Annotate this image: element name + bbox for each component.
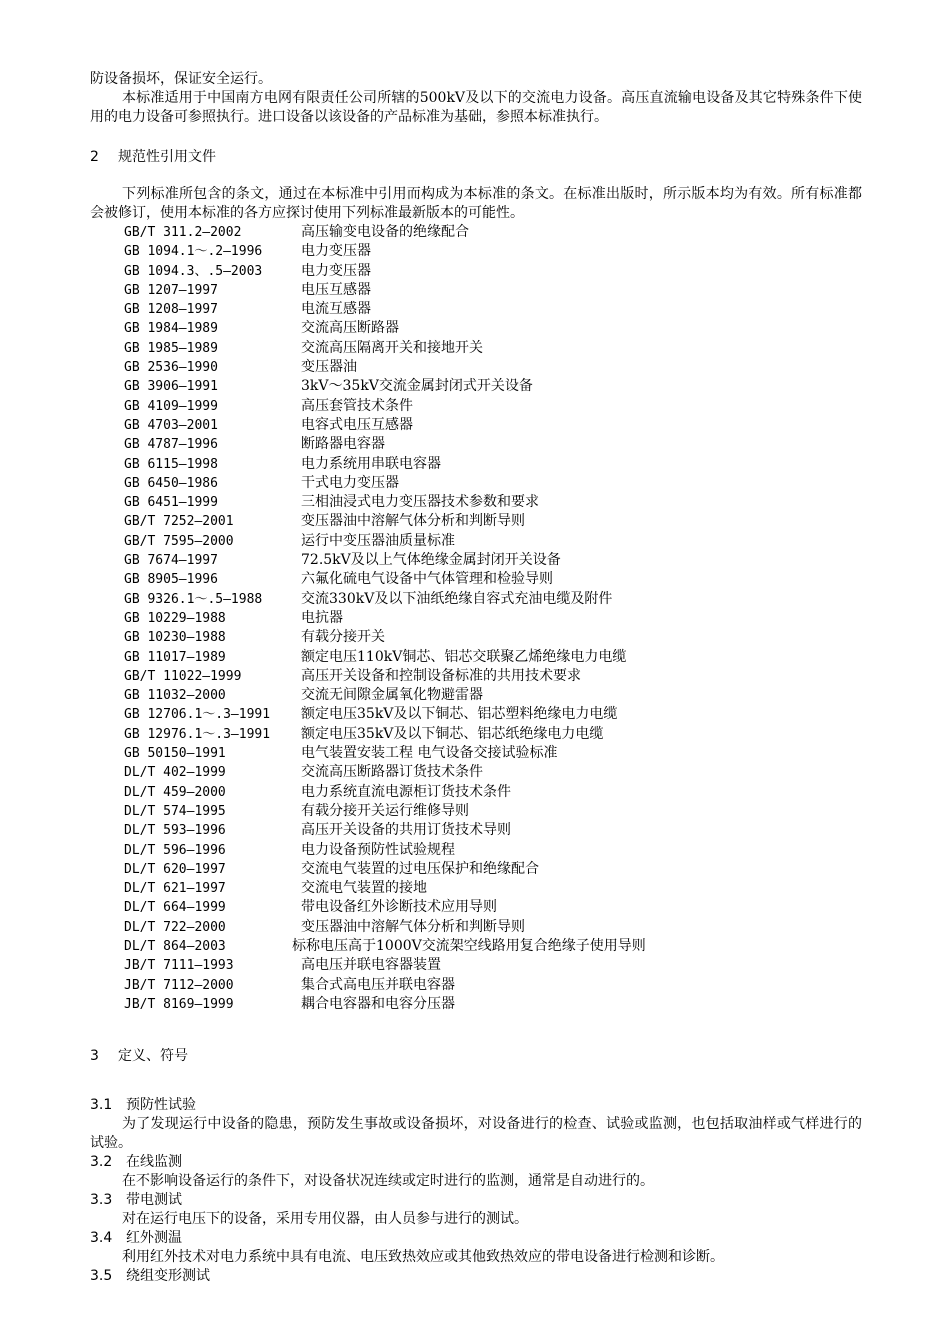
reference-title: 断路器电容器 (301, 436, 385, 453)
reference-title: 电容式电压互感器 (301, 416, 413, 433)
reference-code: GB 1094.3、.5—2003 (124, 263, 263, 279)
reference-code: GB 4787—1996 (124, 437, 218, 453)
reference-title: 额定电压35kV及以下铜芯、铝芯纸绝缘电力电缆 (301, 725, 604, 742)
reference-row (124, 648, 864, 667)
reference-title: 交流无间隙金属氧化物避雷器 (301, 687, 483, 704)
reference-code: DL/T 402—1999 (124, 765, 226, 781)
reference-row (124, 281, 864, 300)
reference-row (124, 763, 864, 782)
definition-term: 在线监测 (126, 1154, 182, 1170)
reference-title: 集合式高电压并联电容器 (301, 976, 455, 993)
definition-3-2-heading (90, 1153, 182, 1172)
reference-title: 六氟化硫电气设备中气体管理和检验导则 (301, 571, 553, 588)
reference-row (124, 223, 864, 242)
section-3-title: 定义、符号 (118, 1048, 188, 1064)
reference-code: DL/T 574—1995 (124, 803, 226, 819)
section-2-heading (90, 148, 216, 167)
reference-row (124, 995, 864, 1014)
definition-3-5-heading (90, 1267, 210, 1286)
reference-code: DL/T 664—1999 (124, 900, 226, 916)
reference-row (124, 455, 864, 474)
reference-row (124, 339, 864, 358)
reference-code: GB/T 7595—2000 (124, 533, 234, 549)
reference-row (124, 879, 864, 898)
reference-code: GB 1207—1997 (124, 282, 218, 298)
reference-row (124, 937, 864, 956)
reference-title: 变压器油中溶解气体分析和判断导则 (301, 918, 525, 935)
reference-row (124, 397, 864, 416)
reference-code: GB 10230—1988 (124, 630, 226, 646)
reference-title: 高电压并联电容器装置 (301, 957, 441, 974)
reference-title: 交流高压隔离开关和接地开关 (301, 339, 483, 356)
reference-code: GB 1984—1989 (124, 321, 218, 337)
reference-code: JB/T 8169—1999 (124, 996, 234, 1012)
reference-code: DL/T 864—2003 (124, 938, 226, 954)
reference-title: 电力设备预防性试验规程 (301, 841, 455, 858)
reference-row (124, 744, 864, 763)
reference-title: 电气装置安装工程 电气设备交接试验标准 (301, 745, 558, 762)
reference-code: JB/T 7112—2000 (124, 977, 234, 993)
reference-row (124, 841, 864, 860)
reference-code: GB 1208—1997 (124, 302, 218, 318)
reference-title: 干式电力变压器 (301, 474, 399, 491)
definition-3-3-text: 对在运行电压下的设备，采用专用仪器，由人员参与进行的测试。 (122, 1211, 528, 1227)
reference-code: DL/T 459—2000 (124, 784, 226, 800)
reference-title: 交流高压断路器 (301, 320, 399, 337)
reference-code: GB 6450—1986 (124, 475, 218, 491)
reference-title: 72.5kV及以上气体绝缘金属封闭开关设备 (301, 552, 561, 569)
reference-row (124, 609, 864, 628)
section-2-number: 2 (90, 149, 99, 165)
definition-3-2-text: 在不影响设备运行的条件下，对设备状况连续或定时进行的监测，通常是自动进行的。 (122, 1173, 654, 1189)
reference-title: 高压开关设备的共用订货技术导则 (301, 822, 511, 839)
reference-code: DL/T 621—1997 (124, 881, 226, 897)
section-3-number: 3 (90, 1048, 99, 1064)
reference-title: 交流电气装置的接地 (301, 880, 427, 897)
reference-code: DL/T 620—1997 (124, 861, 226, 877)
reference-row (124, 377, 864, 396)
reference-title: 有载分接开关运行维修导则 (301, 802, 469, 819)
reference-title: 交流330kV及以下油纸绝缘自容式充油电缆及附件 (301, 590, 613, 607)
reference-row (124, 262, 864, 281)
reference-row (124, 493, 864, 512)
definition-term: 红外测温 (126, 1230, 182, 1246)
reference-row (124, 802, 864, 821)
reference-row (124, 898, 864, 917)
section-2-title: 规范性引用文件 (118, 149, 216, 165)
reference-title: 电力变压器 (301, 243, 371, 260)
reference-code: JB/T 7111—1993 (124, 958, 234, 974)
definition-3-1-heading (90, 1096, 196, 1115)
reference-row (124, 532, 864, 551)
reference-title: 标称电压高于1000V交流架空线路用复合绝缘子使用导则 (292, 937, 646, 954)
reference-row (124, 474, 864, 493)
definition-3-4-text: 利用红外技术对电力系统中具有电流、电压致热效应或其他致热效应的带电设备进行检测和诊断。 (122, 1249, 724, 1265)
normative-references-list (124, 223, 864, 1014)
reference-row (124, 512, 864, 531)
reference-row (124, 242, 864, 261)
definition-number: 3.4 (90, 1230, 113, 1246)
reference-row (124, 590, 864, 609)
scope-paragraph: 本标准适用于中国南方电网有限责任公司所辖的500kV及以下的交流电力设备。高压直流输电设备及其它特殊条件下使用的电力设备可参照执行。进口设备以该设备的产品标准为基础，参照本标准执行。 (90, 90, 862, 125)
reference-title: 运行中变压器油质量标准 (301, 532, 455, 549)
reference-row (124, 300, 864, 319)
reference-row (124, 435, 864, 454)
reference-row (124, 358, 864, 377)
reference-code: GB 50150—1991 (124, 746, 226, 762)
reference-code: GB 12706.1～.3—1991 (124, 707, 271, 723)
reference-code: GB 4109—1999 (124, 398, 218, 414)
reference-row (124, 686, 864, 705)
reference-row (124, 570, 864, 589)
reference-row (124, 416, 864, 435)
definition-term: 绕组变形测试 (126, 1268, 210, 1284)
reference-title: 交流高压断路器订货技术条件 (301, 764, 483, 781)
reference-code: GB 1094.1～.2—1996 (124, 244, 263, 260)
section-3-heading (90, 1047, 188, 1066)
reference-code: GB 4703—2001 (124, 417, 218, 433)
definition-term: 预防性试验 (126, 1097, 196, 1113)
reference-title: 电流互感器 (301, 301, 371, 318)
reference-code: GB 10229—1988 (124, 610, 226, 626)
reference-code: GB 6451—1999 (124, 495, 218, 511)
reference-row (124, 628, 864, 647)
reference-code: GB 11017—1989 (124, 649, 226, 665)
reference-title: 高压输变电设备的绝缘配合 (301, 224, 469, 240)
reference-row (124, 705, 864, 724)
reference-row (124, 319, 864, 338)
reference-title: 电力系统直流电源柜订货技术条件 (301, 783, 511, 800)
reference-code: GB 3906—1991 (124, 379, 218, 395)
references-intro-paragraph: 下列标准所包含的条文，通过在本标准中引用而构成为本标准的条文。在标准出版时，所示版本均为有效。所有标准都会被修订，使用本标准的各方应探讨使用下列标准最新版本的可能性。 (90, 186, 862, 221)
reference-title: 高压开关设备和控制设备标准的共用技术要求 (301, 667, 581, 684)
reference-row (124, 918, 864, 937)
definition-number: 3.5 (90, 1268, 113, 1284)
reference-code: DL/T 722—2000 (124, 919, 226, 935)
reference-row (124, 821, 864, 840)
reference-title: 变压器油 (301, 359, 357, 376)
reference-title: 有载分接开关 (301, 629, 385, 646)
definition-number: 3.1 (90, 1097, 113, 1113)
reference-code: GB 9326.1～.5—1988 (124, 591, 263, 607)
reference-row (124, 860, 864, 879)
reference-code: GB 2536—1990 (124, 360, 218, 376)
reference-row (124, 783, 864, 802)
reference-title: 额定电压110kV铜芯、铝芯交联聚乙烯绝缘电力电缆 (301, 648, 627, 665)
reference-code: GB/T 7252—2001 (124, 514, 234, 530)
definition-term: 带电测试 (126, 1192, 182, 1208)
reference-row (124, 667, 864, 686)
reference-row (124, 725, 864, 744)
reference-row (124, 976, 864, 995)
reference-title: 电力系统用串联电容器 (301, 455, 441, 472)
reference-title: 交流电气装置的过电压保护和绝缘配合 (301, 860, 539, 877)
reference-code: GB 7674—1997 (124, 553, 218, 569)
reference-code: DL/T 596—1996 (124, 842, 226, 858)
definition-3-1-text: 为了发现运行中设备的隐患，预防发生事故或设备损坏，对设备进行的检查、试验或监测，也包括取油样或气样进行的试验。 (90, 1116, 862, 1151)
reference-code: GB 1985—1989 (124, 340, 218, 356)
reference-code: GB/T 11022—1999 (124, 668, 242, 684)
reference-row (124, 956, 864, 975)
intro-continued-line: 防设备损坏，保证安全运行。 (90, 71, 272, 87)
definition-number: 3.2 (90, 1154, 113, 1170)
definition-number: 3.3 (90, 1192, 113, 1208)
definition-3-3-heading (90, 1191, 182, 1210)
reference-title: 电压互感器 (301, 281, 371, 298)
reference-title: 变压器油中溶解气体分析和判断导则 (301, 513, 525, 530)
reference-title: 电力变压器 (301, 262, 371, 279)
reference-title: 额定电压35kV及以下铜芯、铝芯塑料绝缘电力电缆 (301, 706, 618, 723)
reference-title: 带电设备红外诊断技术应用导则 (301, 899, 497, 916)
reference-code: GB 12976.1～.3—1991 (124, 726, 271, 742)
reference-title: 三相油浸式电力变压器技术参数和要求 (301, 494, 539, 511)
reference-code: GB 6115—1998 (124, 456, 218, 472)
reference-title: 高压套管技术条件 (301, 397, 413, 414)
reference-title: 电抗器 (301, 609, 343, 626)
definition-3-4-heading (90, 1229, 182, 1248)
reference-code: GB 11032—2000 (124, 688, 226, 704)
reference-title: 耦合电容器和电容分压器 (301, 995, 455, 1012)
reference-title: 3kV～35kV交流金属封闭式开关设备 (301, 378, 533, 395)
reference-code: GB 8905—1996 (124, 572, 218, 588)
reference-row (124, 551, 864, 570)
reference-code: DL/T 593—1996 (124, 823, 226, 839)
reference-code: GB/T 311.2—2002 (124, 225, 242, 240)
